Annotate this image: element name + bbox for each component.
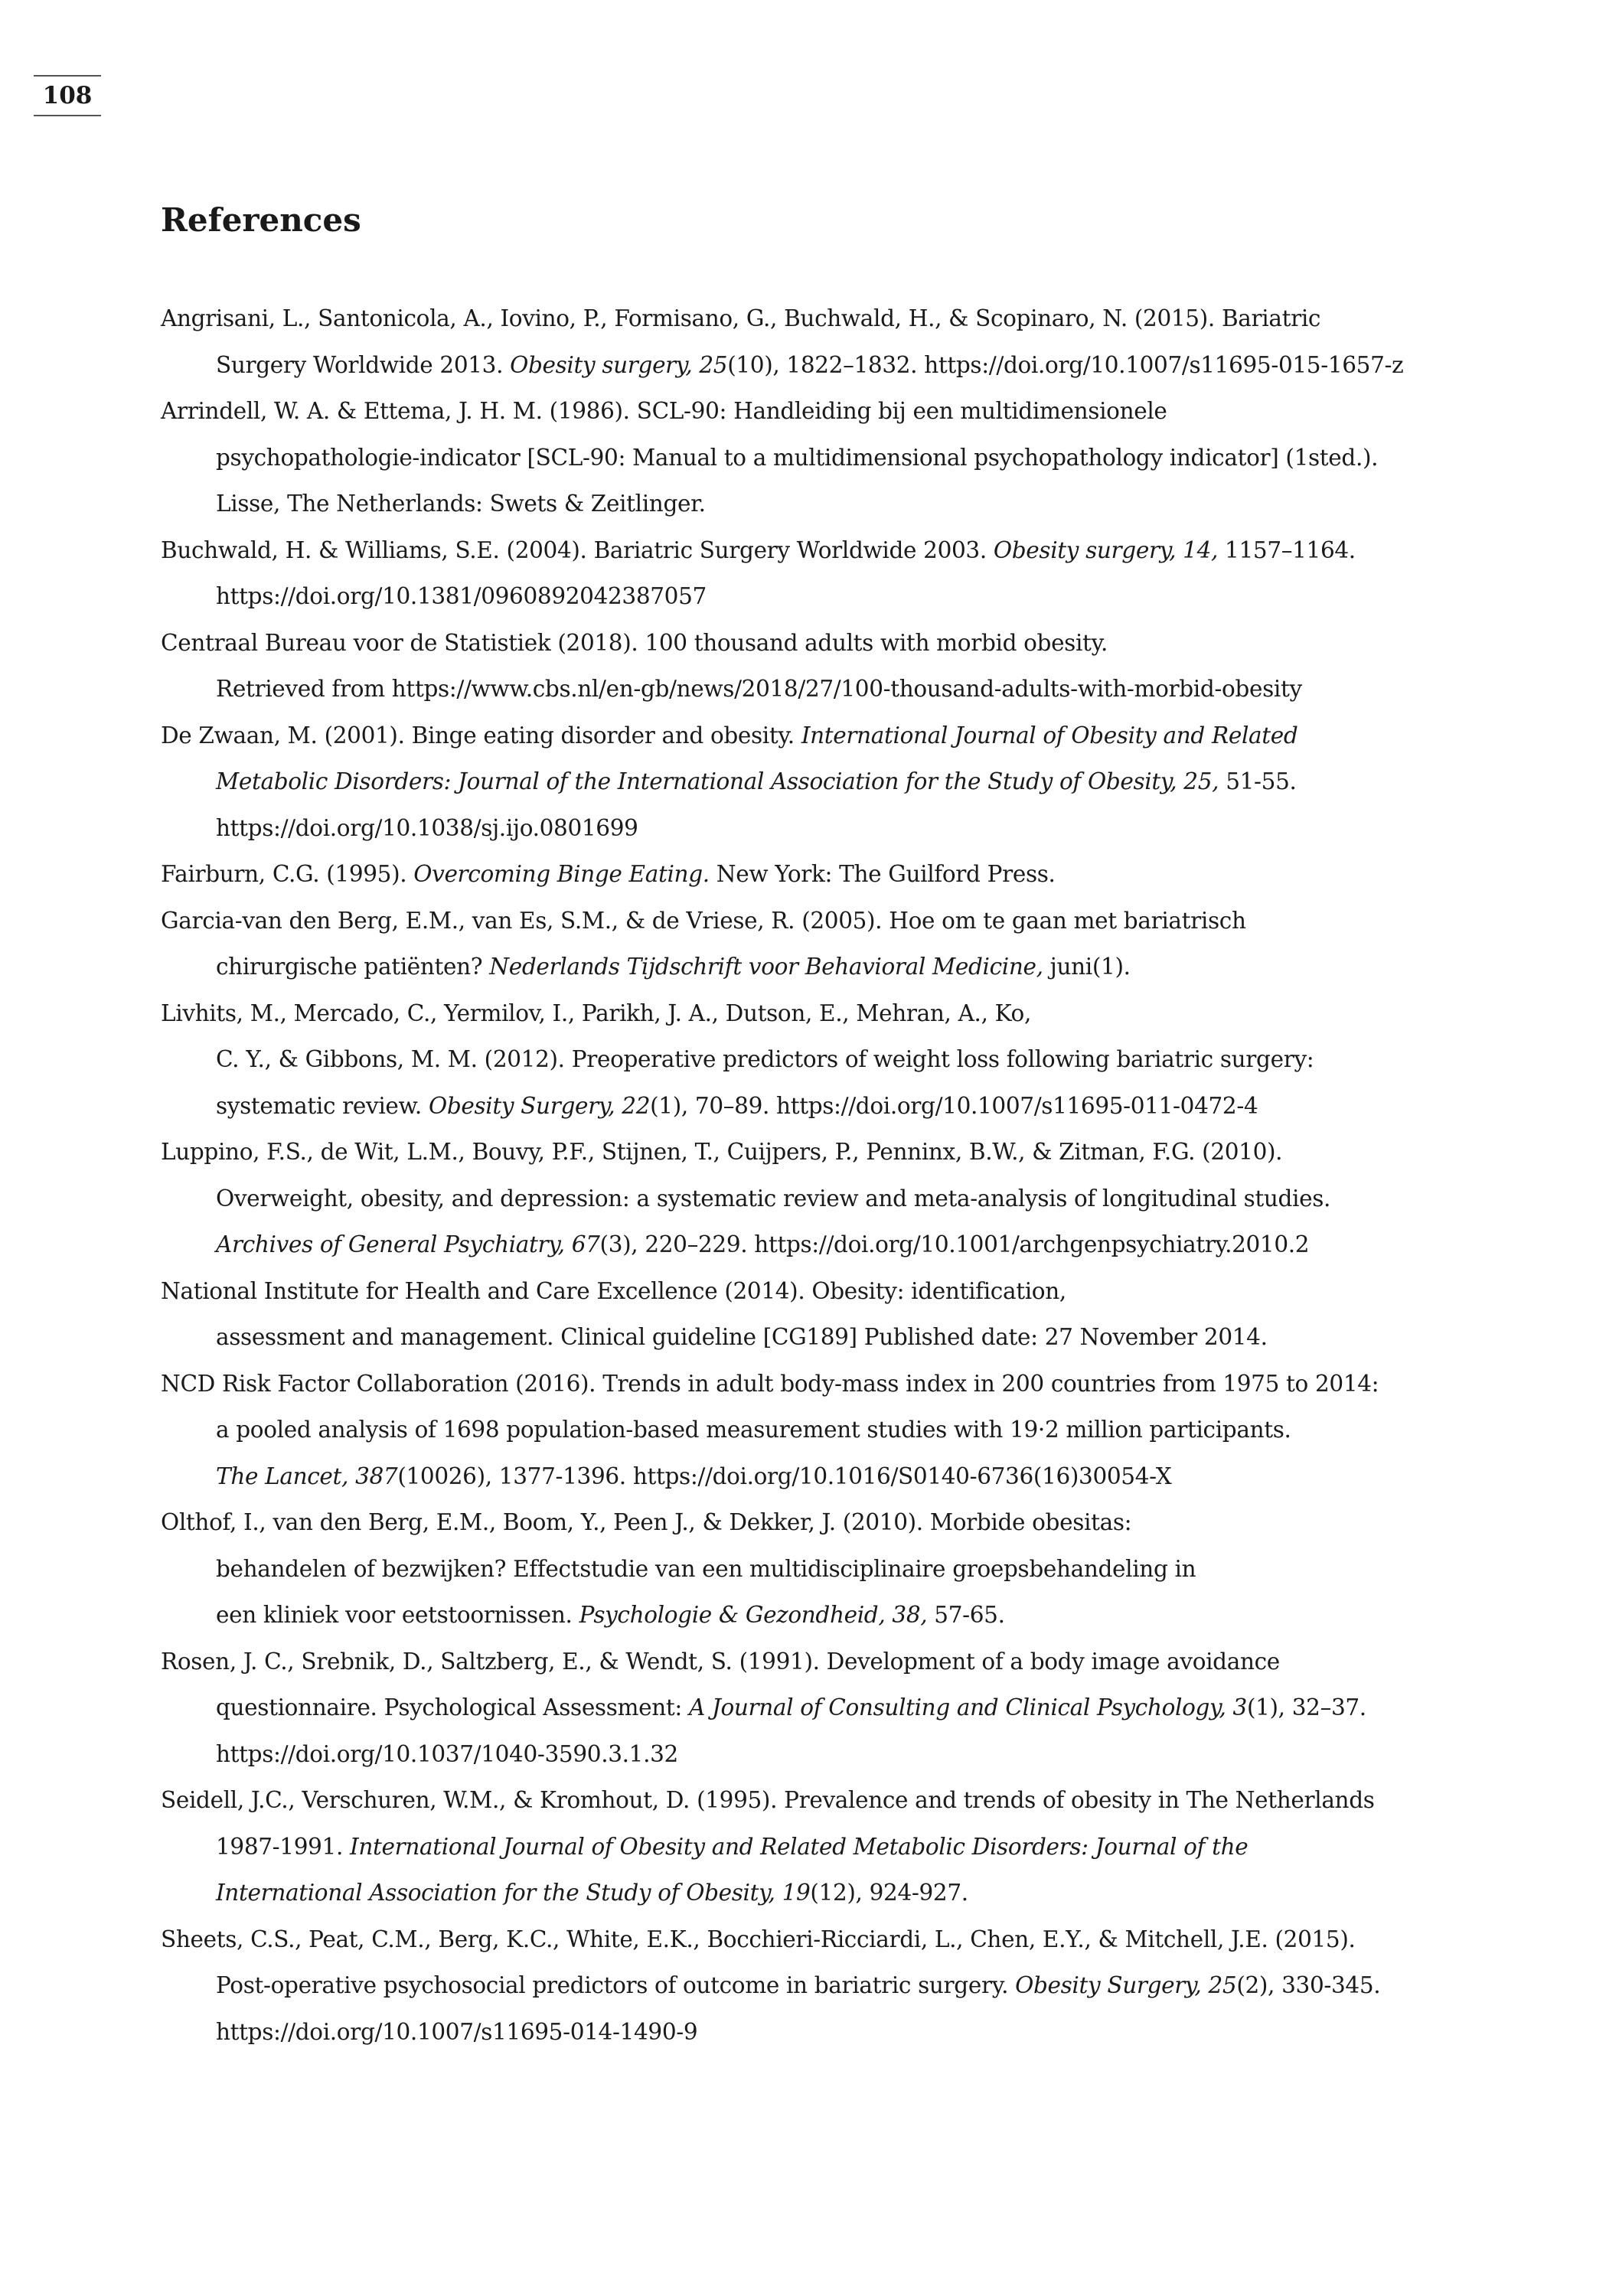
- reference-line: [161, 1592, 1493, 1639]
- reference-text: (10), 1822–1832. https://doi.org/10.1007/s11695-015-1657-z: [727, 351, 1404, 378]
- reference-line: [161, 1824, 1493, 1870]
- reference-italic-text: Metabolic Disorders: Journal of the International Association for the Study of Obesity, 25,: [216, 768, 1219, 794]
- reference-text: (1), 70–89. https://doi.org/10.1007/s11695-011-0472-4: [650, 1092, 1258, 1119]
- reference-text: https://doi.org/10.1037/1040-3590.3.1.32: [216, 1740, 678, 1767]
- reference-text: De Zwaan, M. (2001). Binge eating disorder and obesity.: [161, 722, 801, 748]
- reference-text: NCD Risk Factor Collaboration (2016). Trends in adult body-mass index in 200 countries from 1975 to 2014:: [161, 1370, 1379, 1397]
- reference-item: [161, 898, 1493, 990]
- reference-line: [161, 527, 1493, 574]
- reference-italic-text: Obesity Surgery, 25: [1015, 1972, 1237, 1998]
- reference-line: [161, 851, 1493, 898]
- reference-text: 1157–1164.: [1218, 536, 1356, 563]
- reference-text: National Institute for Health and Care Excellence (2014). Obesity: identification,: [161, 1277, 1066, 1304]
- reference-list: [161, 295, 1493, 2055]
- reference-text: Garcia-van den Berg, E.M., van Es, S.M., & de Vriese, R. (2005). Hoe om te gaan met bariatrisch: [161, 907, 1246, 934]
- reference-line: [161, 1546, 1493, 1593]
- reference-text: Seidell, J.C., Verschuren, W.M., & Kromhout, D. (1995). Prevalence and trends of obesity in The Netherlands: [161, 1787, 1375, 1813]
- reference-item: [161, 620, 1493, 713]
- reference-italic-text: Psychologie & Gezondheid, 38,: [579, 1602, 928, 1628]
- reference-line: [161, 898, 1493, 944]
- reference-line: [161, 435, 1493, 481]
- reference-item: [161, 388, 1493, 527]
- reference-text: a pooled analysis of 1698 population-based measurement studies with 19·2 million participants.: [216, 1417, 1291, 1443]
- reference-line: [161, 1361, 1493, 1407]
- reference-item: [161, 295, 1493, 388]
- reference-text: Rosen, J. C., Srebnik, D., Saltzberg, E., & Wendt, S. (1991). Development of a body image avoidance: [161, 1648, 1280, 1675]
- reference-item: [161, 990, 1493, 1130]
- reference-line: [161, 1221, 1493, 1268]
- reference-text: (10026), 1377-1396. https://doi.org/10.1016/S0140-6736(16)30054-X: [397, 1463, 1172, 1489]
- reference-italic-text: Overcoming Binge Eating.: [413, 861, 710, 887]
- reference-line: [161, 1407, 1493, 1453]
- reference-text: een kliniek voor eetstoornissen.: [216, 1602, 579, 1628]
- reference-line: [161, 1268, 1493, 1315]
- reference-text: Lisse, The Netherlands: Swets & Zeitlinger.: [216, 491, 706, 517]
- reference-text: systematic review.: [216, 1092, 429, 1119]
- reference-line: [161, 1916, 1493, 1963]
- reference-item: [161, 1916, 1493, 2056]
- reference-line: [161, 1684, 1493, 1731]
- references-heading: References: [161, 201, 361, 239]
- reference-line: [161, 1499, 1493, 1546]
- reference-text: Luppino, F.S., de Wit, L.M., Bouvy, P.F., Stijnen, T., Cuijpers, P., Penninx, B.W., & Zitman, F.G. (2010).: [161, 1139, 1283, 1165]
- reference-italic-text: Nederlands Tijdschrift voor Behavioral Medicine,: [489, 954, 1043, 980]
- reference-item: [161, 851, 1493, 898]
- reference-text: Post-operative psychosocial predictors of outcome in bariatric surgery.: [216, 1972, 1016, 1998]
- reference-italic-text: International Journal of Obesity and Related: [801, 722, 1298, 748]
- reference-text: juni(1).: [1043, 954, 1131, 980]
- reference-text: Fairburn, C.G. (1995).: [161, 861, 414, 887]
- reference-line: [161, 713, 1493, 759]
- reference-text: questionnaire. Psychological Assessment:: [216, 1694, 690, 1720]
- reference-item: [161, 1639, 1493, 1778]
- reference-text: Arrindell, W. A. & Ettema, J. H. M. (1986). SCL-90: Handleiding bij een multidimensionele: [161, 398, 1167, 424]
- reference-item: [161, 1129, 1493, 1268]
- reference-line: [161, 990, 1493, 1037]
- reference-text: (2), 330-345.: [1236, 1972, 1381, 1998]
- reference-line: [161, 944, 1493, 990]
- reference-line: [161, 1083, 1493, 1130]
- reference-line: [161, 666, 1493, 713]
- reference-italic-text: A Journal of Consulting and Clinical Psychology, 3: [689, 1694, 1247, 1720]
- reference-text: Buchwald, H. & Williams, S.E. (2004). Bariatric Surgery Worldwide 2003.: [161, 536, 994, 563]
- reference-line: [161, 295, 1493, 342]
- reference-italic-text: The Lancet, 387: [216, 1463, 398, 1489]
- reference-text: (3), 220–229. https://doi.org/10.1001/archgenpsychiatry.2010.2: [599, 1231, 1310, 1257]
- reference-text: Retrieved from https://www.cbs.nl/en-gb/news/2018/27/100-thousand-adults-with-morbid-obesity: [216, 676, 1302, 702]
- reference-text: C. Y., & Gibbons, M. M. (2012). Preoperative predictors of weight loss following bariatric surgery:: [216, 1046, 1314, 1072]
- reference-text: https://doi.org/10.1381/0960892042387057: [216, 583, 707, 609]
- reference-line: [161, 758, 1493, 805]
- reference-line: [161, 1962, 1493, 2009]
- reference-text: Surgery Worldwide 2013.: [216, 351, 511, 378]
- reference-line: [161, 1639, 1493, 1685]
- reference-text: https://doi.org/10.1007/s11695-014-1490-9: [216, 2018, 698, 2045]
- reference-text: Overweight, obesity, and depression: a systematic review and meta-analysis of longitudinal studies.: [216, 1185, 1331, 1212]
- reference-italic-text: International Journal of Obesity and Related Metabolic Disorders: Journal of the: [350, 1833, 1249, 1860]
- reference-line: [161, 388, 1493, 435]
- reference-item: [161, 1268, 1493, 1361]
- reference-line: [161, 1870, 1493, 1916]
- reference-item: [161, 713, 1493, 852]
- reference-line: [161, 805, 1493, 852]
- reference-text: Angrisani, L., Santonicola, A., Iovino, P., Formisano, G., Buchwald, H., & Scopinaro, N. (2015). Bariatric: [161, 305, 1321, 331]
- reference-line: [161, 342, 1493, 389]
- page-number: 108: [34, 75, 101, 116]
- reference-line: [161, 481, 1493, 527]
- reference-item: [161, 1499, 1493, 1639]
- reference-text: assessment and management. Clinical guideline [CG189] Published date: 27 November 2014.: [216, 1324, 1268, 1350]
- reference-item: [161, 1361, 1493, 1500]
- reference-text: 51-55.: [1219, 768, 1297, 794]
- reference-line: [161, 573, 1493, 620]
- reference-line: [161, 1036, 1493, 1083]
- reference-text: behandelen of bezwijken? Effectstudie van een multidisciplinaire groepsbehandeling in: [216, 1555, 1196, 1582]
- reference-italic-text: Archives of General Psychiatry, 67: [216, 1231, 600, 1257]
- reference-text: (1), 32–37.: [1246, 1694, 1366, 1720]
- reference-italic-text: Obesity surgery, 14,: [993, 536, 1219, 563]
- reference-line: [161, 1176, 1493, 1222]
- reference-italic-text: Obesity Surgery, 22: [428, 1092, 651, 1119]
- reference-italic-text: International Association for the Study of Obesity, 19: [216, 1880, 811, 1906]
- reference-text: 57-65.: [927, 1602, 1005, 1628]
- reference-line: [161, 1777, 1493, 1824]
- reference-item: [161, 527, 1493, 620]
- reference-line: [161, 1731, 1493, 1778]
- reference-item: [161, 1777, 1493, 1916]
- reference-text: Centraal Bureau voor de Statistiek (2018). 100 thousand adults with morbid obesity.: [161, 629, 1108, 656]
- reference-line: [161, 1453, 1493, 1500]
- reference-text: Olthof, I., van den Berg, E.M., Boom, Y., Peen J., & Dekker, J. (2010). Morbide obesitas:: [161, 1509, 1132, 1535]
- reference-line: [161, 620, 1493, 667]
- reference-text: Livhits, M., Mercado, C., Yermilov, I., Parikh, J. A., Dutson, E., Mehran, A., Ko,: [161, 1000, 1031, 1026]
- reference-text: (12), 924-927.: [810, 1880, 968, 1906]
- reference-text: chirurgische patiënten?: [216, 954, 490, 980]
- reference-italic-text: Obesity surgery, 25: [510, 351, 728, 378]
- reference-line: [161, 1129, 1493, 1176]
- reference-text: https://doi.org/10.1038/sj.ijo.0801699: [216, 814, 638, 841]
- reference-text: Sheets, C.S., Peat, C.M., Berg, K.C., White, E.K., Bocchieri-Ricciardi, L., Chen, E.Y., & Mitchell, J.E. (2015).: [161, 1926, 1356, 1952]
- reference-text: psychopathologie-indicator [SCL-90: Manual to a multidimensional psychopathology indicator] (1sted.).: [216, 444, 1379, 471]
- reference-text: 1987-1991.: [216, 1833, 351, 1860]
- reference-line: [161, 1314, 1493, 1361]
- reference-line: [161, 2009, 1493, 2056]
- reference-text: New York: The Guilford Press.: [709, 861, 1056, 887]
